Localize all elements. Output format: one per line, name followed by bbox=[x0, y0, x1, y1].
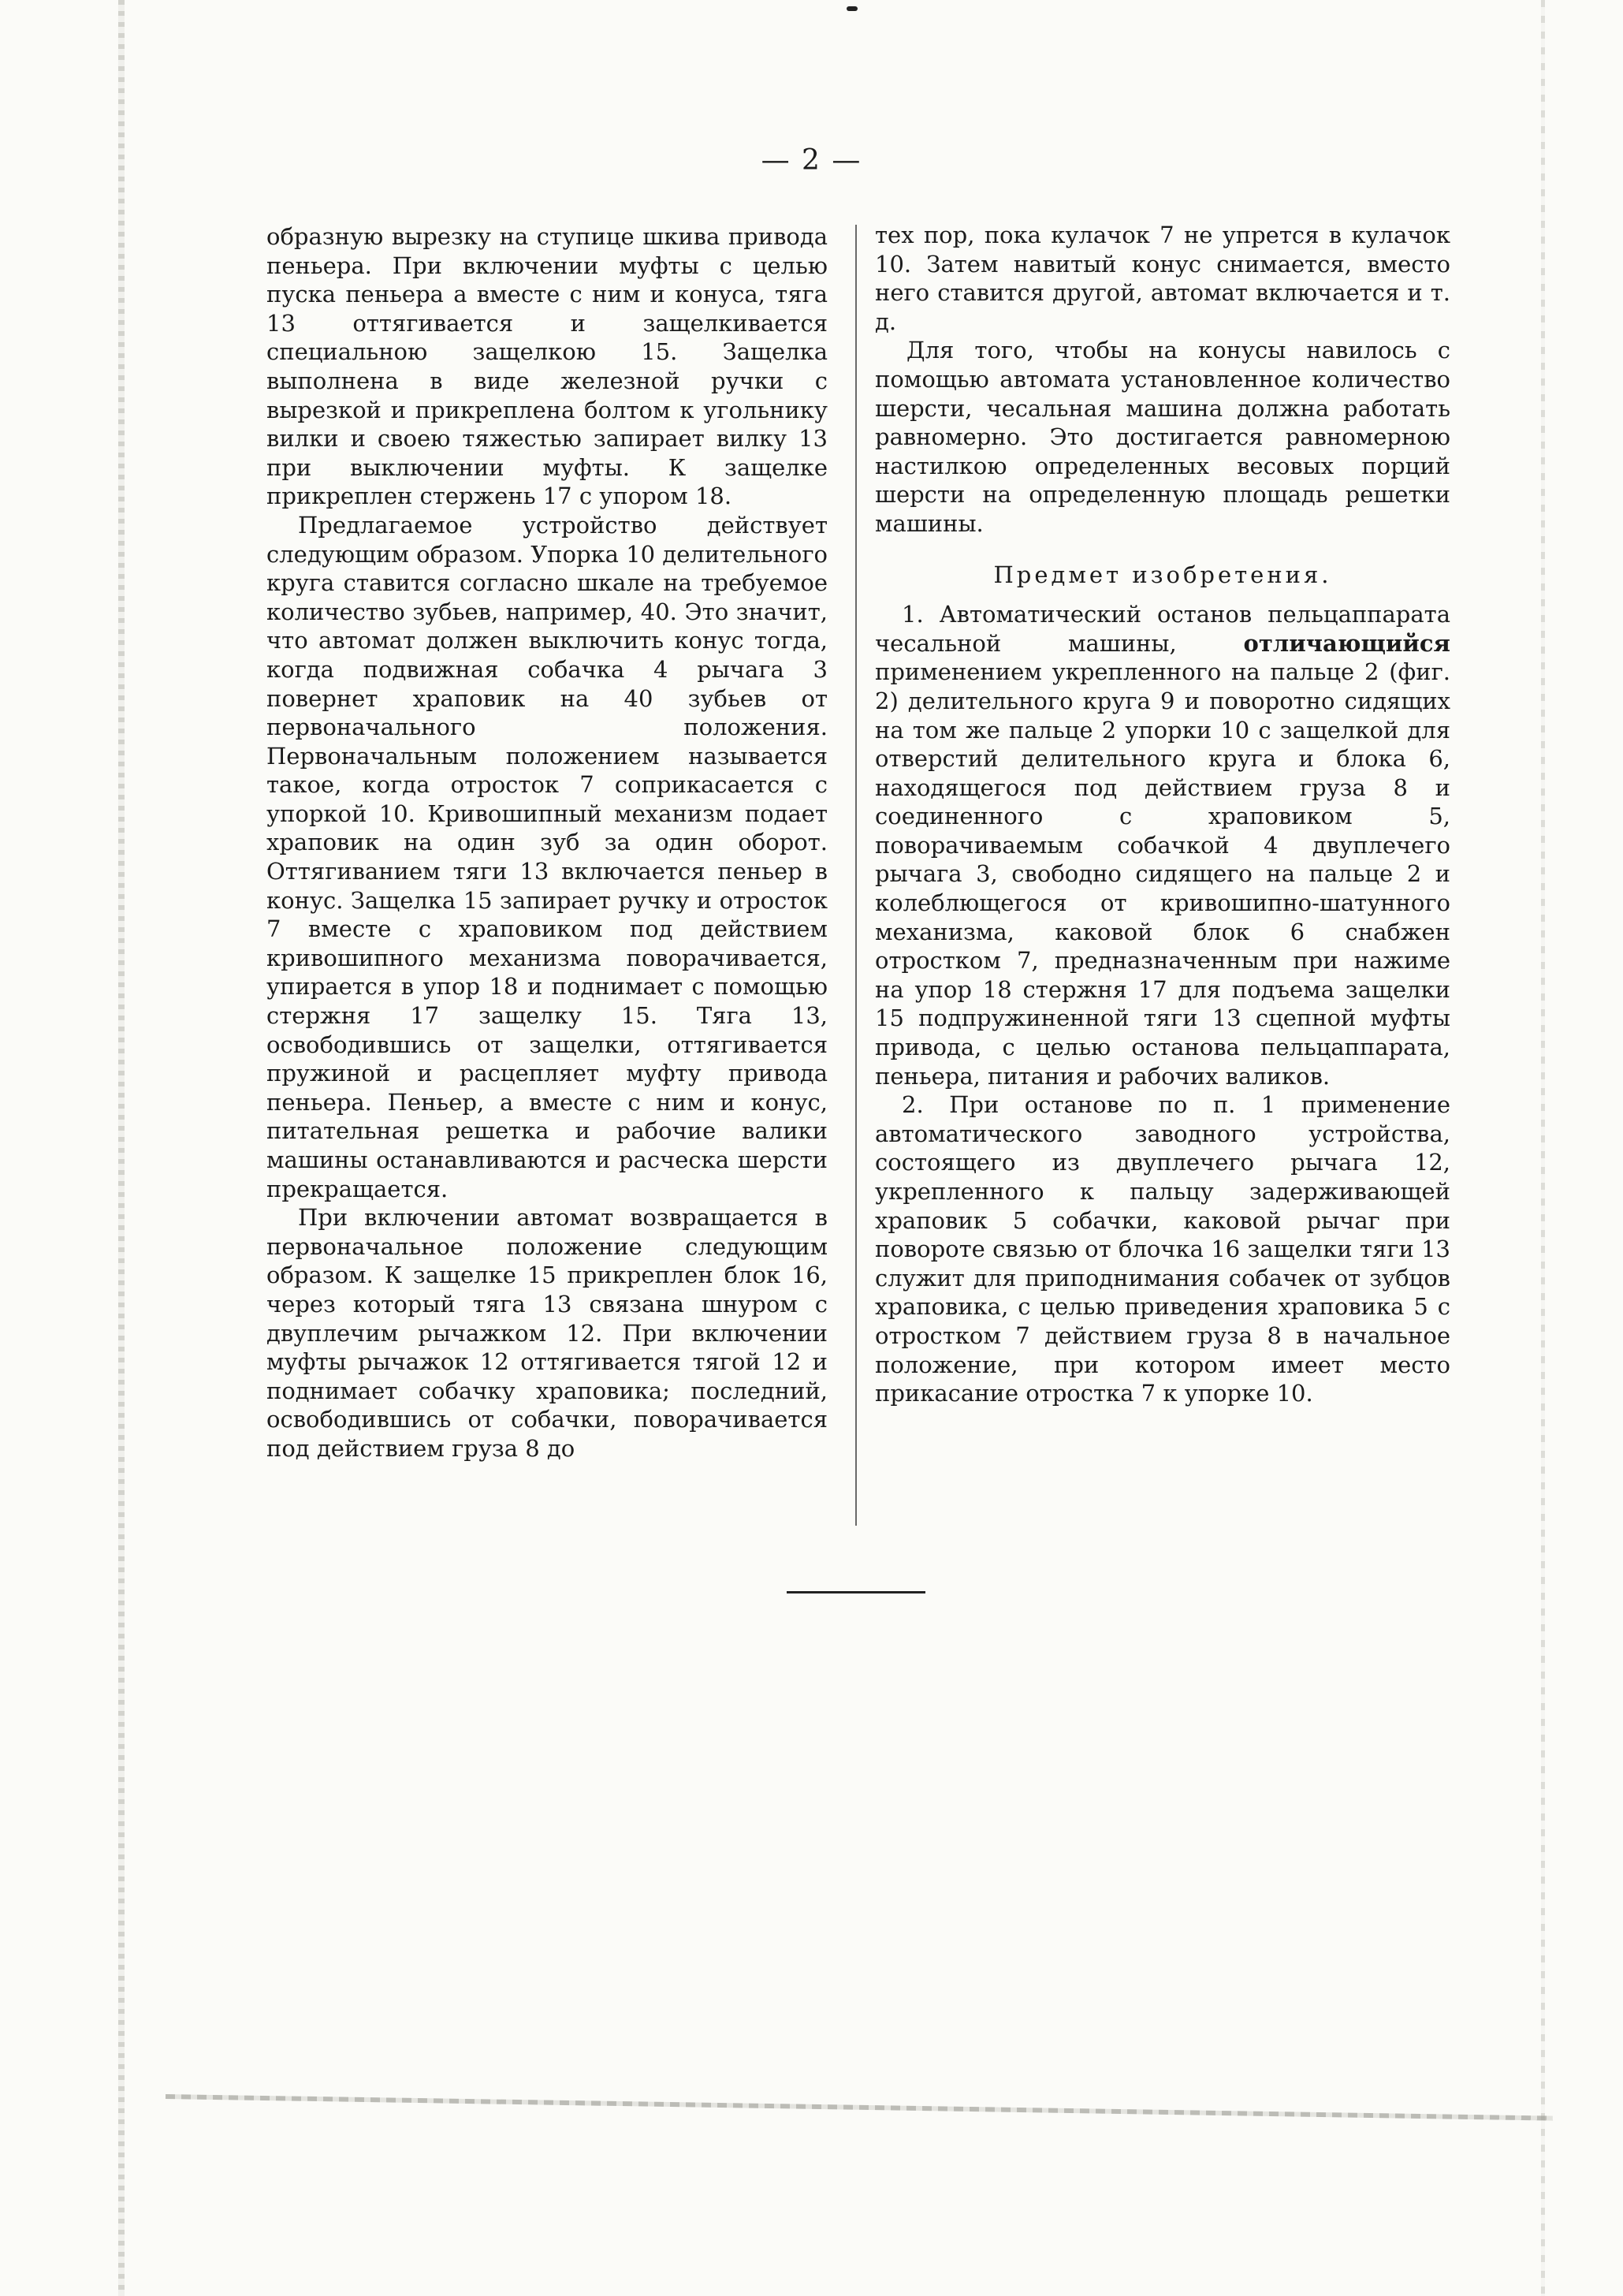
claim-2-text: 2. При останове по п. 1 применение автоматического заводного устройства, состоящего из двуплечего рычага 12, укрепленного к пальцу задерживающей храповик 5 собачки, каковой рычаг при повороте связью от блочка 16 защелки тяги 13 служит для приподнимания собачек от зубцов храповика, с целью приведения храповика 5 с отростком 7 действием груза 8 в начальное положение, при котором имеет место прикасание отростка 7 к упорке 10. bbox=[875, 1091, 1450, 1407]
claim-1-text-start: 1. Автоматический останов пельцаппарата чесальной машины, bbox=[875, 601, 1450, 657]
left-column bbox=[266, 222, 828, 1463]
left-paragraph: образную вырезку на ступице шкива привода пеньера. При включении муфты с целью пуска пеньера а вместе с ним и конуса, тяга 13 оттягивается и защелкивается специальною защелкою 15. Защелка выполнена в виде железной ручки с вырезкой и прикреплена болтом к угольнику вилки и своею тяжестью запирает вилку 13 при выключении муфты. К защелке прикреплен стержень 17 с упором 18. bbox=[266, 223, 828, 510]
left-paragraph: Предлагаемое устройство действует следующим образом. Упорка 10 делительного круга ставится согласно шкале на требуемое количество зубьев, например, 40. Это значит, что автомат должен выключить конус тогда, когда подвижная собачка 4 рычага 3 повернет храповик на 40 зубьев от первоначального положения. Первоначальным положением называется такое, когда отросток 7 соприкасается с упоркой 10. Кривошипный механизм подает храповик на один зуб за один оборот. Оттягиванием тяги 13 включается пеньер в конус. Защелка 15 запирает ручку и отросток 7 вместе с храповиком под действием кривошипного механизма поворачивается, упирается в упор 18 и поднимает с помощью стержня 17 защелку 15. Тяга 13, освободившись от защелки, оттягивается пружиной и расцепляет муфту привода пеньера. Пеньер, а вместе с ним и конус, питательная решетка и рабочие валики машины останавливаются и расческа шерсти прекращается. bbox=[266, 511, 828, 1202]
scan-edge-left bbox=[118, 0, 125, 2296]
column-divider bbox=[855, 225, 857, 1526]
scan-speck bbox=[847, 6, 858, 11]
scan-edge-right bbox=[1541, 0, 1545, 2296]
claims-heading: Предмет изобретения. bbox=[993, 561, 1332, 588]
claim-1-text-end: применением укрепленного на пальце 2 (фиг. 2) делительного круга 9 и поворотно сидящих на том же пальце 2 упорки 10 с защелкой для отверстий делительного круга и блока 6, находящегося под действием груза 8 и соединенного с храповиком 5, поворачиваемым собачкой 4 двуплечего рычага 3, свободно сидящего на пальце 2 и колеблющегося от кривошипно-шатунного механизма, каковой блок 6 снабжен отростком 7, предназначенным при нажиме на упор 18 стержня 17 для подъема защелки 15 подпружиненной тяги 13 сцепной муфты привода, с целью останова пельцаппарата, пеньера, питания и рабочих валиков. bbox=[875, 658, 1450, 1090]
end-rule bbox=[787, 1591, 925, 1593]
right-paragraph: Для того, чтобы на конусы навилось с помощью автомата установленное количество шерсти, чесальная машина должна работать равномерно. Это достигается равномерною настилкою определенных весовых порций шерсти на определенную площадь решетки машины. bbox=[875, 337, 1450, 537]
claim-1-bold: отличающийся bbox=[1243, 629, 1450, 657]
right-column bbox=[875, 221, 1450, 1408]
claim-2 bbox=[875, 1090, 1450, 1408]
right-paragraph: тех пор, пока кулачок 7 не упрется в кулачок 10. Затем навитый конус снимается, вместо него ставится другой, автомат включается и т. д. bbox=[875, 222, 1450, 335]
claim-1 bbox=[875, 600, 1450, 1090]
page-number: — 2 — bbox=[761, 144, 862, 177]
scan-edge-bottom bbox=[166, 2094, 1553, 2121]
left-paragraph: При включении автомат возвращается в первоначальное положение следующим образом. К защелке 15 прикреплен блок 16, через который тяга 13 связана шнуром с двуплечим рычажком 12. При включении муфты рычажок 12 оттягивается тягой 12 и поднимает собачку храповика; последний, освободившись от собачки, поворачивается под действием груза 8 до bbox=[266, 1204, 828, 1462]
